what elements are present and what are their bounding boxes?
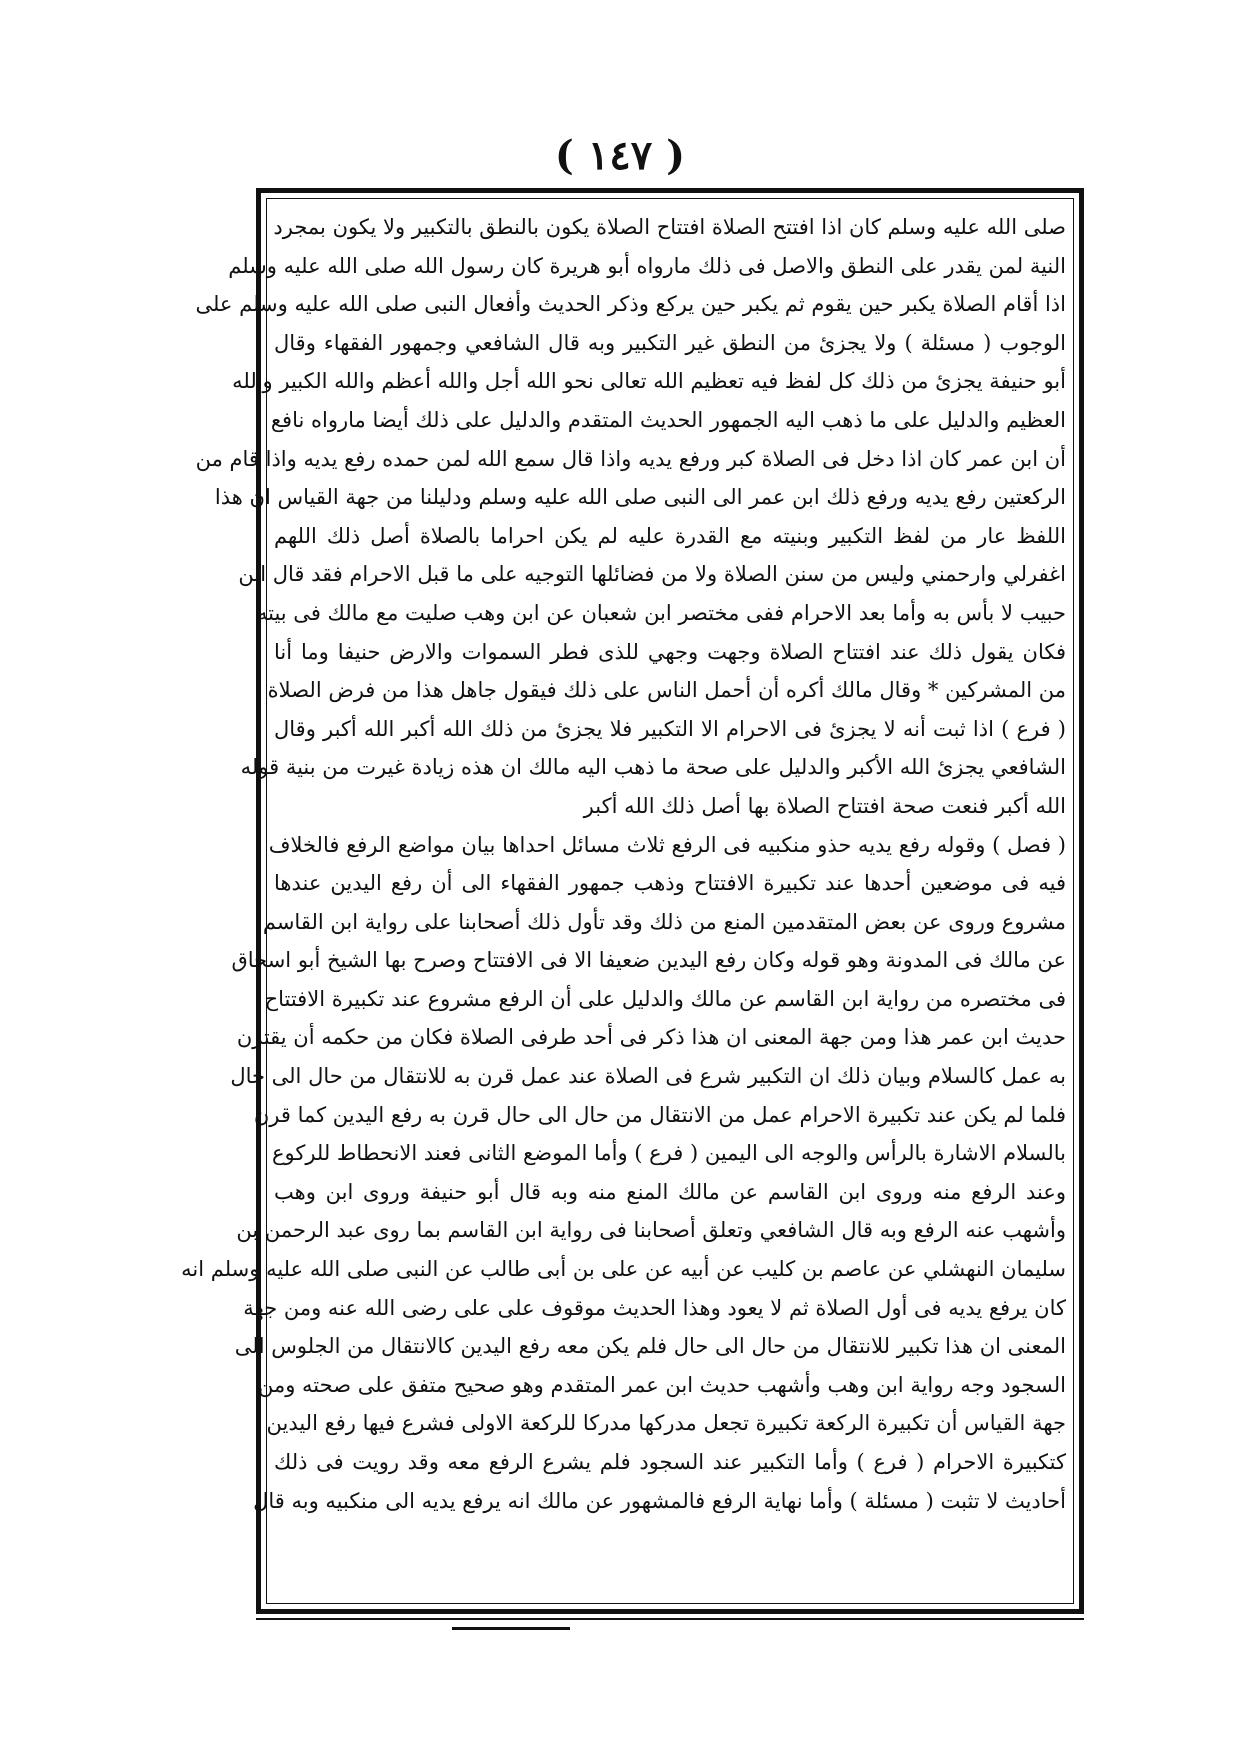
text-line: ( فصل ) وقوله رفع يديه حذو منكبيه فى الرفع ثلاث مسائل احداها بيان مواضع الرفع فالخلاف [268, 832, 1066, 857]
text-line: فيه فى موضعين أحدها عند تكبيرة الافتتاح وذهب جمهور الفقهاء الى أن رفع اليدين عندها [274, 871, 1066, 896]
text-line: أن ابن عمر كان اذا دخل فى الصلاة كبر ورفع يديه واذا قال سمع الله لمن حمده رفع يديه واذا قام من [195, 446, 1066, 471]
text-line: النية لمن يقدر على النطق والاصل فى ذلك مارواه أبو هريرة كان رسول الله صلى الله عليه وسلم [228, 253, 1066, 278]
text-line: عن مالك فى المدونة وهو قوله وكان رفع اليدين ضعيفا الا فى الافتتاح وصرح بها الشيخ أبو اسحاق [231, 948, 1066, 973]
text-line: حبيب لا بأس به وأما بعد الاحرام ففى مختصر ابن شعبان عن ابن وهب صليت مع مالك فى بيته [256, 600, 1066, 625]
text-line: أبو حنيفة يجزئ من ذلك كل لفظ فيه تعظيم الله تعالى نحو الله أجل والله أعظم والله الكبير والله [232, 369, 1066, 394]
text-line: حديث ابن عمر هذا ومن جهة المعنى ان هذا ذكر فى أحد طرفى الصلاة فكان من حكمه أن يقترن [236, 1025, 1066, 1050]
text-line: اذا أقام الصلاة يكبر حين يقوم ثم يكبر حين يركع وذكر الحديث وأفعال النبى صلى الله عليه وسلم على [195, 292, 1066, 317]
text-line: فكان يقول ذلك عند افتتاح الصلاة وجهت وجهي للذى فطر السموات والارض حنيفا وما أنا [274, 639, 1066, 664]
text-line: الركعتين رفع يديه ورفع ذلك ابن عمر الى النبى صلى الله عليه وسلم ودليلنا من جهة القياس ان هذا [214, 485, 1066, 510]
text-line: اللفظ عار من لفظ التكبير وبنيته مع القدرة عليه لم يكن احراما بالصلاة أصل ذلك اللهم [274, 523, 1066, 548]
text-line: فى مختصره من رواية ابن القاسم عن مالك والدليل على أن الرفع مشروع عند تكبيرة الافتتاح [264, 986, 1066, 1011]
text-line: كتكبيرة الاحرام ( فرع ) وأما التكبير عند السجود فلم يشرع الرفع معه وقد رويت فى ذلك [274, 1450, 1066, 1474]
text-line: جهة القياس أن تكبيرة الركعة تكبيرة تجعل مدركها مدركا للركعة الاولى فشرع فيها رفع اليدين [266, 1411, 1066, 1436]
text-line: أحاديث لا تثبت ( مسئلة ) وأما نهاية الرفع فالمشهور عن مالك انه يرفع يديه الى منكبيه وبه قال [253, 1488, 1066, 1513]
text-line: كان يرفع يديه فى أول الصلاة ثم لا يعود وهذا الحديث موقوف على على رضى الله عنه ومن جهة [243, 1295, 1066, 1320]
text-line: العظيم والدليل على ما ذهب اليه الجمهور الحديث المتقدم والدليل على ذلك أيضا مارواه نافع [270, 407, 1066, 432]
bottom-rule [256, 1618, 1084, 1620]
text-line: وأشهب عنه الرفع وبه قال الشافعي وتعلق أصحابنا فى رواية ابن القاسم بما روى عبد الرحمن بن [236, 1218, 1066, 1243]
text-line: مشروع وروى عن بعض المتقدمين المنع من ذلك وقد تأول ذلك أصحابنا على رواية ابن القاسم [262, 909, 1066, 934]
text-line: الوجوب ( مسئلة ) ولا يجزئ من النطق غير التكبير وبه قال الشافعي وجمهور الفقهاء وقال [274, 330, 1066, 355]
main-text-block [181, 208, 1066, 1600]
text-line: سليمان النهشلي عن عاصم بن كليب عن أبيه عن على بن أبى طالب عن النبى صلى الله عليه وسلم انه [181, 1257, 1066, 1282]
text-line: ( فرع ) اذا ثبت أنه لا يجزئ فى الاحرام الا التكبير فلا يجزئ من ذلك الله أكبر الله أكبر وقال [274, 716, 1066, 741]
bottom-mark [452, 1627, 570, 1630]
text-line: من المشركين * وقال مالك أكره أن أحمل الناس على ذلك فيقول جاهل هذا من فرض الصلاة [267, 678, 1066, 703]
text-line: اغفرلي وارحمني وليس من سنن الصلاة ولا من فضائلها التوجيه على ما قبل الاحرام فقد قال ابن [238, 562, 1066, 587]
text-line: الله أكبر فنعت صحة افتتاح الصلاة بها أصل ذلك الله أكبر [583, 793, 1066, 818]
text-line: به عمل كالسلام وبيان ذلك ان التكبير شرع فى الصلاة عند عمل قرن به للانتقال من حال الى حال [230, 1064, 1066, 1089]
text-line: صلى الله عليه وسلم كان اذا افتتح الصلاة افتتاح الصلاة يكون بالنطق بالتكبير ولا يكون بمجرد [273, 215, 1066, 239]
text-line: وعند الرفع منه وروى ابن القاسم عن مالك المنع منه وبه قال أبو حنيفة وروى ابن وهب [274, 1179, 1066, 1204]
text-line: فلما لم يكن عند تكبيرة الاحرام عمل من الانتقال من حال الى حال قرن به رفع اليدين كما قرن [253, 1102, 1066, 1127]
text-line: بالسلام الاشارة بالرأس والوجه الى اليمين ( فرع ) وأما الموضع الثانى فعند الانحطاط للركوع [271, 1141, 1066, 1166]
page-number: ( ١٤٧ ) [554, 132, 686, 179]
text-line: المعنى ان هذا تكبير للانتقال من حال الى حال فلم يكن معه رفع اليدين كالانتقال من الجلوس الى [234, 1334, 1066, 1359]
text-line: السجود وجه رواية ابن وهب وأشهب حديث ابن عمر المتقدم وهو صحيح متفق على صحته ومن [258, 1372, 1066, 1397]
text-line: الشافعي يجزئ الله الأكبر والدليل على صحة ما ذهب اليه مالك ان هذه زيادة غيرت من بنية قوله [240, 755, 1066, 780]
